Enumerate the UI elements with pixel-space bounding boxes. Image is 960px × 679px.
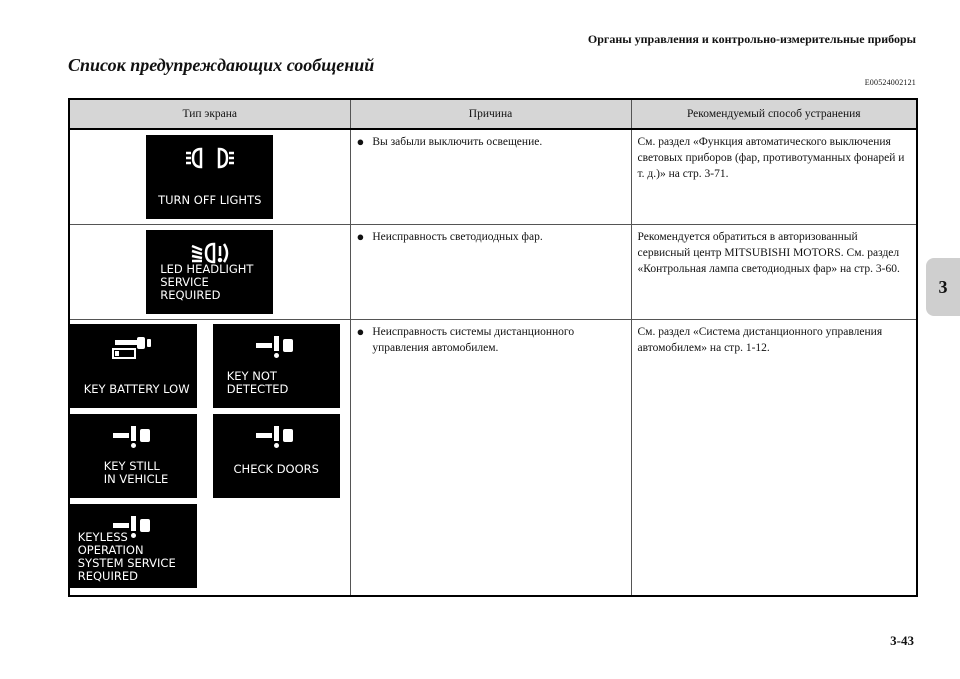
screen-label: LED HEADLIGHT SERVICE REQUIRED [160,262,254,302]
column-header-cause: Причина [350,99,631,129]
running-header: Органы управления и контрольно-измерительные приборы [587,32,916,46]
screen-cell [69,225,350,320]
bullet-icon: ● [356,134,365,149]
cause-cell [350,320,631,596]
key-battery-icon [70,334,197,360]
key-warning-icon [70,424,197,450]
screen-label: KEY NOT DETECTED [226,369,289,396]
column-header-remedy: Рекомендуемый способ устранения [631,99,917,129]
document-code: E00524002121 [864,78,916,87]
page-number: 3-43 [890,633,914,648]
remedy-cell: Рекомендуется обратиться в авторизованный сервисный центр MITSUBISHI MOTORS. См. раздел «Контрольная лампа светодиодных фар» на стр. 3-60. [631,225,917,320]
cause-cell [350,129,631,225]
table-header-row [69,99,917,129]
display-screen [146,135,273,219]
display-screen [213,324,340,408]
screen-label: CHECK DOORS [233,462,319,476]
cause-text: Вы забыли выключить освещение. [372,136,543,148]
screen-cell [69,129,350,225]
headlight-icon [146,145,273,171]
bullet-icon: ● [356,229,365,244]
display-screen [213,414,340,498]
screen-label: KEYLESS OPERATION SYSTEM SERVICE REQUIRED [77,530,176,583]
screen-label: TURN OFF LIGHTS [158,193,262,207]
table-row [69,320,917,596]
bullet-icon: ● [356,324,365,339]
warning-messages-table [68,98,918,597]
display-screen [70,324,197,408]
chapter-tab[interactable]: 3 [926,258,960,316]
key-warning-icon [213,424,340,450]
page-title: Список предупреждающих сообщений [68,55,375,75]
screen-label: KEY STILL IN VEHICLE [103,459,169,486]
column-header-screen-type: Тип экрана [69,99,350,129]
cause-cell [350,225,631,320]
cause-text: Неисправность светодиодных фар. [372,231,543,243]
remedy-cell: См. раздел «Функция автоматического выключения световых приборов (фар, противотуманных фонарей и т. д.)» на стр. 3-71. [631,129,917,225]
remedy-cell: См. раздел «Система дистанционного управления автомобилем» на стр. 1-12. [631,320,917,596]
cause-text: Неисправность системы дистанционного управления автомобилем. [372,326,575,354]
screen-cell [69,320,350,596]
table-row [69,225,917,320]
display-screen [70,504,197,588]
display-screen [70,414,197,498]
screen-label: KEY BATTERY LOW [83,382,190,396]
table-row [69,129,917,225]
display-screen [146,230,273,314]
key-warning-icon [213,334,340,360]
